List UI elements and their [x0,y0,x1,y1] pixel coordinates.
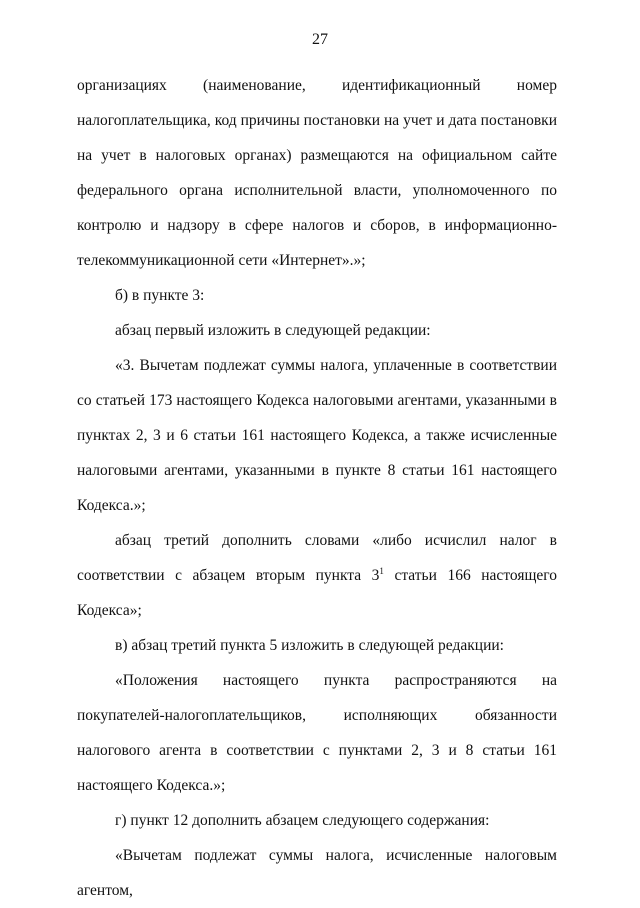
page-number: 27 [312,31,328,48]
paragraph-quote-5: «Положения настоящего пункта распространяются на покупателей-налогоплательщиков, исполняющих обязанности налогового агента в соответствии с пунктами 2, 3 и 8 статьи 161 настоящего Кодекса.»; [77,672,557,794]
paragraph-instruction: абзац первый изложить в следующей редакции: [115,322,431,339]
paragraph-item-g: г) пункт 12 дополнить абзацем следующего содержания: [115,812,490,829]
paragraph-addition-text: абзац третий дополнить словами «либо исчислил налог в соответствии с абзацем вторым пункта 3 [77,532,557,584]
paragraph-addition [77,523,557,628]
superscript-index: 1 [379,566,384,576]
paragraph-quote-12: «Вычетам подлежат суммы налога, исчисленные налоговым агентом, [77,847,557,899]
paragraph-item-v: в) абзац третий пункта 5 изложить в следующей редакции: [115,637,504,654]
paragraph-quote-3: «3. Вычетам подлежат суммы налога, уплаченные в соответствии со статьей 173 настоящего Кодекса налоговыми агентами, указанными в пунктах 2, 3 и 6 статьи 161 настоящего Кодекса, а также исчисленные налоговыми агентами, указанными в пункте 8 статьи 161 настоящего Кодекса.»; [77,357,557,514]
document-body [77,68,557,908]
paragraph-item-b: б) в пункте 3: [115,287,205,304]
paragraph-addition-tail: статьи 166 настоящего Кодекса»; [77,567,558,619]
paragraph-continuation: организациях (наименование, идентификационный номер налогоплательщика, код причины постановки на учет и дата постановки на учет в налоговых органах) размещаются на официальном сайте федерального органа исполнительной власти, уполномоченного по контролю и надзору в сфере налогов и сборов, в информационно-телекоммуникационной сети «Интернет».»; [77,77,557,269]
